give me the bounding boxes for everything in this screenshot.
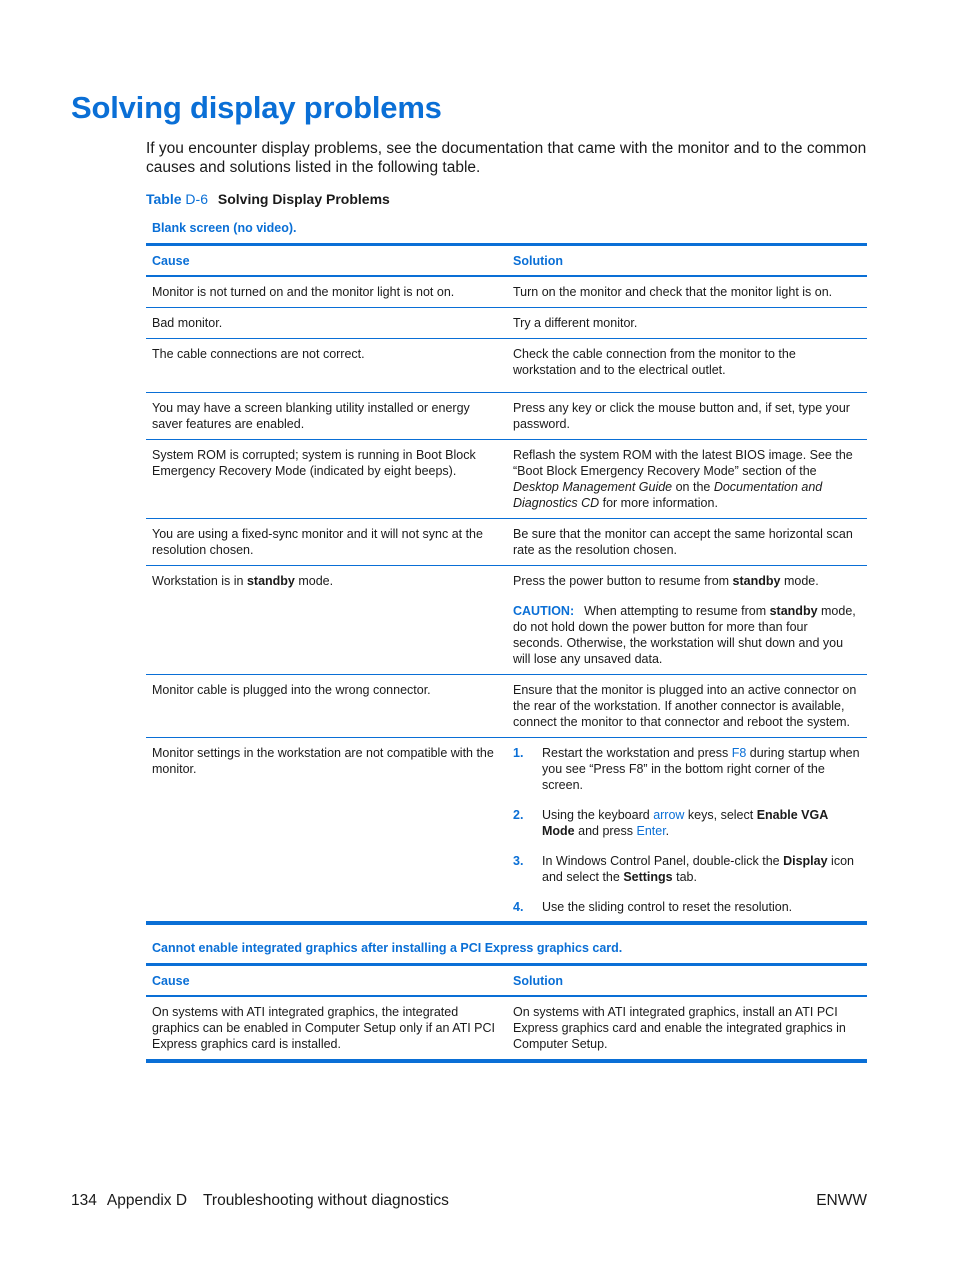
blank-screen-table	[146, 243, 867, 925]
step-number: 2.	[513, 808, 524, 822]
table-row	[146, 738, 867, 924]
table-header-row	[146, 965, 867, 997]
standby-term: standby	[732, 574, 781, 588]
table-row	[146, 996, 867, 1061]
step-text: .	[665, 824, 670, 838]
step-text: Use the sliding control to reset the resolution.	[542, 900, 793, 914]
step-item	[513, 853, 861, 885]
blank-screen-section	[146, 220, 867, 925]
cause-cell: System ROM is corrupted; system is running in Boot Block Emergency Recovery Mode (indicated by eight beeps).	[152, 448, 476, 478]
cause-column-header: Cause	[152, 254, 190, 268]
appendix-label: Appendix D	[106, 1192, 188, 1209]
footer-right: ENWW	[816, 1192, 867, 1209]
table-row	[146, 276, 867, 308]
guide-title: Desktop Management Guide	[513, 480, 673, 494]
solution-text: on the	[672, 480, 714, 494]
step-item	[513, 899, 861, 915]
cause-cell	[146, 566, 507, 675]
table-caption-title: Solving Display Problems	[217, 191, 390, 207]
solution-cell	[507, 566, 867, 675]
step-text: icon and select the	[542, 854, 854, 884]
key-name: Enter	[636, 824, 666, 838]
table-caption-id: D-6	[185, 191, 208, 207]
table-row	[146, 339, 867, 393]
caution-text: mode, do not hold down the power button for more than four seconds. Otherwise, the workstation will shut down and you will lose any unsaved data.	[513, 604, 856, 666]
cause-cell: Monitor cable is plugged into the wrong connector.	[152, 683, 431, 697]
step-text: In Windows Control Panel, double-click the	[542, 854, 784, 868]
step-number: 3.	[513, 854, 524, 868]
caution-note	[513, 603, 861, 667]
step-text: during startup when you see “Press F8” in the bottom right corner of the screen.	[542, 746, 860, 792]
table-row	[146, 566, 867, 675]
solution-cell: Be sure that the monitor can accept the same horizontal scan rate as the resolution chosen.	[513, 527, 853, 557]
solution-cell: Turn on the monitor and check that the monitor light is on.	[513, 285, 833, 299]
solution-cell: Check the cable connection from the monitor to the workstation and to the electrical outlet.	[513, 347, 796, 377]
solution-cell: Press any key or click the mouse button and, if set, type your password.	[513, 401, 850, 431]
cause-column-header: Cause	[152, 974, 190, 988]
solution-text: Press the power button to resume from	[513, 574, 733, 588]
page-footer	[71, 1192, 867, 1210]
cause-cell: You may have a screen blanking utility installed or energy saver features are enabled.	[152, 401, 470, 431]
integrated-graphics-section	[146, 940, 867, 1063]
cause-cell: The cable connections are not correct.	[152, 347, 365, 361]
solution-cell	[507, 738, 867, 924]
cause-cell: Monitor settings in the workstation are not compatible with the monitor.	[152, 746, 494, 776]
step-number: 4.	[513, 900, 524, 914]
cause-cell: Monitor is not turned on and the monitor light is not on.	[152, 285, 455, 299]
caution-text: When attempting to resume from	[584, 604, 770, 618]
section-title: Troubleshooting without diagnostics	[203, 1192, 449, 1209]
cause-text: mode.	[294, 574, 334, 588]
page-number: 134	[71, 1192, 97, 1209]
step-text: and press	[574, 824, 637, 838]
table-caption	[146, 191, 390, 207]
step-number: 1.	[513, 746, 524, 760]
step-text: Restart the workstation and press	[542, 746, 732, 760]
blank-screen-title: Blank screen (no video).	[152, 221, 297, 235]
cause-cell: Bad monitor.	[152, 316, 223, 330]
caution-label: CAUTION:	[513, 604, 575, 618]
step-item	[513, 807, 861, 839]
cause-text: Workstation is in	[152, 574, 247, 588]
solution-text: mode.	[780, 574, 819, 588]
table-row	[146, 675, 867, 738]
step-text: tab.	[672, 870, 697, 884]
table-row	[146, 393, 867, 440]
cause-cell: On systems with ATI integrated graphics, the integrated graphics can be enabled in Computer Setup only if an ATI PCI Express graphics card is installed.	[152, 1005, 496, 1051]
key-name: F8	[731, 746, 747, 760]
table-row	[146, 440, 867, 519]
solution-cell: On systems with ATI integrated graphics, install an ATI PCI Express graphics card and enable the integrated graphics in Computer Setup.	[513, 1005, 846, 1051]
cd-title: Documentation and Diagnostics CD	[513, 480, 823, 510]
standby-term: standby	[769, 604, 818, 618]
solution-cell: Ensure that the monitor is plugged into an active connector on the rear of the workstation. If another connector is available, connect the monitor to that connector and reboot the system.	[513, 683, 857, 729]
ui-term: Display	[783, 854, 828, 868]
menu-option: Enable VGA Mode	[542, 808, 828, 838]
ui-term: Settings	[623, 870, 673, 884]
table-row	[146, 519, 867, 566]
footer-left	[71, 1192, 449, 1210]
step-item	[513, 745, 861, 793]
integrated-graphics-table	[146, 963, 867, 1063]
table-caption-label: Table	[146, 191, 182, 207]
solution-text: Reflash the system ROM with the latest BIOS image. See the “Boot Block Emergency Recovery Mode” section of the	[513, 448, 853, 478]
solution-text: for more information.	[599, 496, 718, 510]
page-title: Solving display problems	[71, 90, 442, 125]
solution-cell	[507, 440, 867, 519]
table-row	[146, 308, 867, 339]
solution-column-header: Solution	[513, 254, 563, 268]
cause-cell: You are using a fixed-sync monitor and it will not sync at the resolution chosen.	[152, 527, 483, 557]
standby-term: standby	[246, 574, 295, 588]
table-header-row	[146, 245, 867, 277]
key-name: arrow	[653, 808, 685, 822]
integrated-graphics-title: Cannot enable integrated graphics after installing a PCI Express graphics card.	[152, 941, 623, 955]
intro-paragraph: If you encounter display problems, see the documentation that came with the monitor and to the common causes and solutions listed in the following table.	[146, 140, 867, 176]
step-text: Using the keyboard	[542, 808, 654, 822]
step-text: keys, select	[684, 808, 757, 822]
steps-list	[513, 745, 861, 915]
solution-column-header: Solution	[513, 974, 563, 988]
solution-cell: Try a different monitor.	[513, 316, 638, 330]
solution-paragraph	[513, 573, 861, 589]
